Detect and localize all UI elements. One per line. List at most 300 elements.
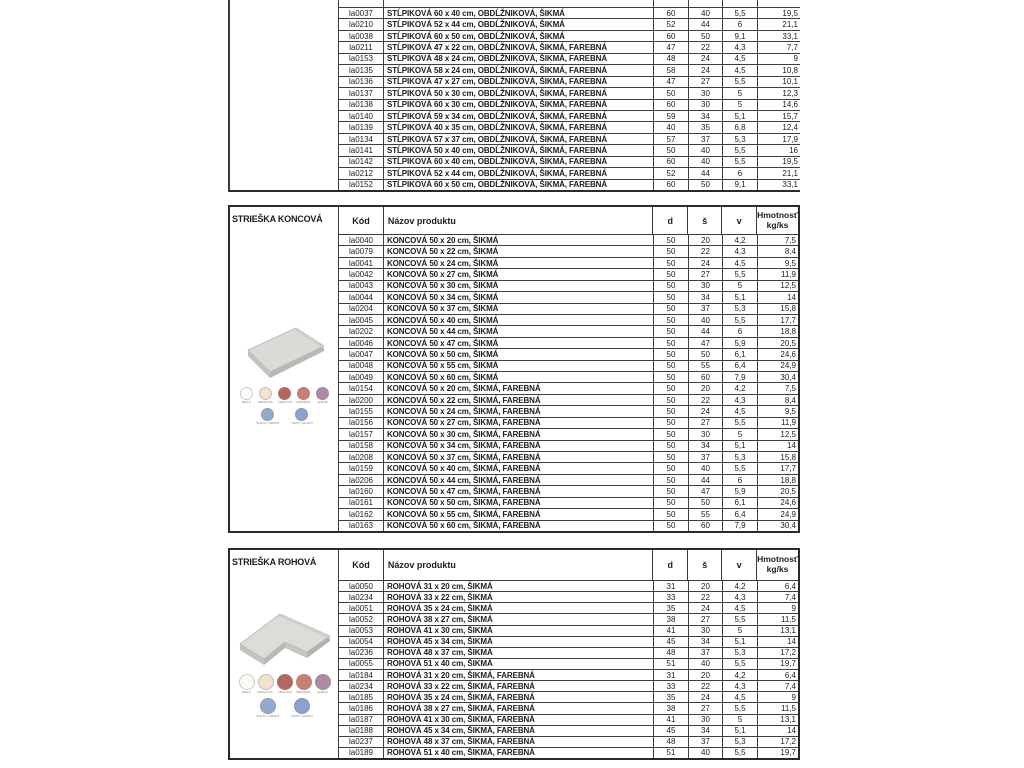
table-row: [339, 304, 798, 315]
dim-d: 50: [654, 486, 689, 496]
dim-v: 5: [723, 626, 758, 636]
product-code: la0163: [339, 521, 384, 531]
cropped-row-remainder: [339, 0, 800, 7]
weight-kg-ks: 9,5: [784, 258, 796, 268]
product-name: STĹPIKOVÁ 52 x 44 cm, OBDĹŽNIKOVÁ, ŠIKMÁ: [384, 19, 654, 29]
dim-s: 30: [689, 100, 723, 110]
dim-v: 4,5: [723, 406, 758, 416]
dim-v: 4,2: [723, 670, 758, 680]
dim-d: 50: [654, 88, 689, 98]
product-code: la0050: [339, 581, 384, 591]
weight-kg-ks: 17,2: [780, 737, 796, 747]
dim-v: 5,3: [723, 648, 758, 658]
dim-d: 31: [654, 670, 689, 680]
dim-d: 60: [654, 8, 689, 18]
dim-d: 38: [654, 703, 689, 713]
swatch-color-dot: [260, 698, 276, 714]
swatch-color-dot: [297, 387, 310, 400]
dim-v: 4,3: [723, 395, 758, 405]
product-code: la0043: [339, 281, 384, 291]
dim-v: 5,1: [723, 441, 758, 451]
dim-s: 40: [689, 659, 723, 669]
dim-v: 6: [723, 168, 758, 178]
product-name: ROHOVÁ 38 x 27 cm, ŠIKMÁ: [384, 614, 654, 624]
table-row: [339, 659, 798, 670]
dim-s: 24: [689, 603, 723, 613]
dim-v: 4,3: [723, 246, 758, 256]
dim-d: 51: [654, 659, 689, 669]
product-name: ROHOVÁ 48 x 37 cm, ŠIKMÁ: [384, 648, 654, 658]
product-code: la0137: [339, 88, 384, 98]
koncova-product-image: [240, 322, 330, 384]
table-row: [339, 692, 798, 703]
product-code: la0055: [339, 659, 384, 669]
dim-d: 50: [654, 383, 689, 393]
product-code: la0155: [339, 406, 384, 416]
swatch-label: ČERVENÁ: [296, 691, 311, 694]
dim-v: 4,3: [723, 592, 758, 602]
product-name: KONCOVÁ 50 x 44 cm, ŠIKMÁ, FAREBNÁ: [384, 475, 654, 485]
color-swatch: [257, 387, 274, 406]
product-code: la0134: [339, 134, 384, 144]
product-code: la0206: [339, 475, 384, 485]
product-name: ROHOVÁ 41 x 30 cm, ŠIKMÁ: [384, 626, 654, 636]
table-row: [339, 281, 798, 292]
weight-kg-ks: 17,9: [782, 134, 798, 144]
header-hmotnost-unit: kg/ks: [766, 564, 789, 574]
table-row: [339, 626, 798, 637]
dim-s: 20: [689, 670, 723, 680]
product-code: la0237: [339, 737, 384, 747]
dim-v: 4,5: [723, 692, 758, 702]
product-code: la0053: [339, 626, 384, 636]
weight-kg-ks: 7,5: [784, 384, 796, 394]
color-swatch: [295, 387, 312, 406]
dim-s: 40: [689, 748, 723, 758]
color-swatch: [238, 387, 255, 406]
dim-s: 30: [689, 715, 723, 725]
product-name: STĹPIKOVÁ 57 x 37 cm, OBDĹŽNIKOVÁ, ŠIKMÁ, FAREBNÁ: [384, 134, 654, 144]
product-code: la0051: [339, 603, 384, 613]
dim-v: 5,5: [723, 145, 758, 155]
product-code: la0162: [339, 509, 384, 519]
weight-kg-ks: 18,8: [780, 475, 796, 485]
category-title: STRIEŠKA KONCOVÁ: [232, 214, 323, 224]
graphite-swatch: [253, 408, 283, 429]
dim-s: 47: [689, 486, 723, 496]
table-row: [339, 429, 798, 440]
weight-kg-ks: 17,7: [780, 315, 796, 325]
dim-s: 27: [689, 418, 723, 428]
swatch-label: SVETLÝ GRAFIT: [255, 715, 280, 718]
weight-kg-ks: 7,4: [784, 592, 796, 602]
product-code: la0157: [339, 429, 384, 439]
dim-s: 55: [689, 361, 723, 371]
product-code: la0138: [339, 100, 384, 110]
table-row: [339, 326, 798, 337]
swatch-label: TMAVÝ GRAFIT: [290, 422, 313, 425]
table-row: [339, 475, 798, 486]
weight-kg-ks: 15,8: [780, 452, 796, 462]
weight-kg-ks: 11,5: [781, 703, 796, 713]
dim-v: 4,3: [723, 681, 758, 691]
product-name: STĹPIKOVÁ 50 x 40 cm, OBDĹŽNIKOVÁ, ŠIKMÁ, FAREBNÁ: [384, 145, 654, 155]
weight-kg-ks: 13,1: [780, 715, 796, 725]
header-s: š: [688, 207, 722, 234]
color-swatch: [314, 387, 331, 406]
dim-v: 5: [723, 100, 758, 110]
table-row: [339, 703, 798, 714]
color-swatch-row: [230, 387, 339, 406]
product-code: la0048: [339, 361, 384, 371]
dim-d: 50: [654, 246, 689, 256]
weight-kg-ks: 8,4: [784, 247, 796, 257]
dim-v: 9,1: [723, 31, 758, 41]
dim-d: 47: [654, 77, 689, 87]
category-cell: [230, 207, 339, 531]
dim-d: 48: [654, 737, 689, 747]
swatch-label: BIELA: [242, 401, 251, 404]
color-swatch: [314, 674, 331, 696]
dim-s: 24: [689, 258, 723, 268]
dim-d: 50: [654, 338, 689, 348]
dim-s: 34: [689, 726, 723, 736]
table-row: [339, 648, 798, 659]
product-name: STĹPIKOVÁ 60 x 50 cm, OBDĹŽNIKOVÁ, ŠIKMÁ: [384, 31, 654, 41]
dim-s: 47: [689, 338, 723, 348]
table-row: [339, 509, 798, 520]
weight-kg-ks: 9: [791, 692, 796, 702]
dim-d: 60: [654, 31, 689, 41]
dim-d: 35: [654, 692, 689, 702]
table-strieska-koncova: [228, 205, 800, 533]
dim-v: 5,5: [723, 418, 758, 428]
weight-kg-ks: 24,6: [780, 498, 796, 508]
swatch-color-dot: [259, 387, 272, 400]
dim-s: 27: [689, 703, 723, 713]
weight-kg-ks: 14,6: [782, 100, 798, 110]
product-name: KONCOVÁ 50 x 34 cm, ŠIKMÁ: [384, 292, 654, 302]
product-name: KONCOVÁ 50 x 47 cm, ŠIKMÁ: [384, 338, 654, 348]
dim-d: 35: [654, 603, 689, 613]
table-rows: [339, 581, 798, 758]
table-row: [339, 614, 798, 625]
header-v: v: [722, 207, 757, 234]
dim-s: 37: [689, 648, 723, 658]
dim-d: 50: [654, 349, 689, 359]
header-hmotnost-word: Hmotnosť: [757, 554, 798, 565]
table-row: [339, 99, 800, 110]
dim-v: 4,2: [723, 235, 758, 245]
table-row: [339, 603, 798, 614]
swatch-label: ČERVENÁ: [296, 401, 311, 404]
product-code: la0234: [339, 592, 384, 602]
dim-v: 5,5: [723, 659, 758, 669]
graphite-swatch-row: [230, 698, 339, 722]
table-row: [339, 486, 798, 497]
product-name: ROHOVÁ 33 x 22 cm, ŠIKMÁ: [384, 592, 654, 602]
table-row: [339, 452, 798, 463]
weight-kg-ks: 9: [791, 603, 796, 613]
dim-v: 5,9: [723, 486, 758, 496]
product-code: la0208: [339, 452, 384, 462]
product-name: KONCOVÁ 50 x 30 cm, ŠIKMÁ, FAREBNÁ: [384, 429, 654, 439]
weight-kg-ks: 14: [787, 726, 796, 736]
header-v: v: [722, 550, 757, 580]
weight-kg-ks: 7,4: [784, 681, 796, 691]
dim-s: 27: [689, 269, 723, 279]
dim-s: 24: [689, 54, 723, 64]
header-nazov: Názov produktu: [384, 207, 653, 234]
table-row: [339, 361, 798, 372]
dim-d: 50: [654, 463, 689, 473]
color-palette: [230, 322, 339, 429]
product-code: la0052: [339, 614, 384, 624]
dim-v: 5,5: [723, 748, 758, 758]
product-code: la0202: [339, 326, 384, 336]
product-name: KONCOVÁ 50 x 24 cm, ŠIKMÁ: [384, 258, 654, 268]
dim-s: 37: [689, 304, 723, 314]
dim-d: 50: [654, 326, 689, 336]
table-row: [339, 7, 800, 18]
color-swatch: [238, 674, 255, 696]
table-row: [339, 383, 798, 394]
dim-d: 45: [654, 726, 689, 736]
product-name: STĹPIKOVÁ 47 x 22 cm, OBDĹŽNIKOVÁ, ŠIKMÁ, FAREBNÁ: [384, 42, 654, 52]
dim-s: 40: [689, 145, 723, 155]
dim-v: 5,5: [723, 614, 758, 624]
dim-v: 5: [723, 715, 758, 725]
dim-d: 52: [654, 168, 689, 178]
weight-kg-ks: 12,3: [782, 88, 798, 98]
product-name: STĹPIKOVÁ 48 x 24 cm, OBDĹŽNIKOVÁ, ŠIKMÁ, FAREBNÁ: [384, 54, 654, 64]
product-name: KONCOVÁ 50 x 40 cm, ŠIKMÁ, FAREBNÁ: [384, 463, 654, 473]
product-name: STĹPIKOVÁ 60 x 50 cm, OBDĹŽNIKOVÁ, ŠIKMÁ, FAREBNÁ: [384, 180, 654, 190]
product-name: KONCOVÁ 50 x 47 cm, ŠIKMÁ, FAREBNÁ: [384, 486, 654, 496]
table-row: [339, 87, 800, 98]
dim-s: 50: [689, 498, 723, 508]
product-name: KONCOVÁ 50 x 40 cm, ŠIKMÁ: [384, 315, 654, 325]
dim-v: 4,2: [723, 383, 758, 393]
dim-d: 50: [654, 258, 689, 268]
product-code: la0054: [339, 637, 384, 647]
dim-d: 50: [654, 475, 689, 485]
product-code: la0046: [339, 338, 384, 348]
product-name: STĹPIKOVÁ 40 x 35 cm, OBDĹŽNIKOVÁ, ŠIKMÁ, FAREBNÁ: [384, 122, 654, 132]
weight-kg-ks: 18,8: [780, 327, 796, 337]
dim-v: 5,1: [723, 292, 758, 302]
dim-d: 48: [654, 648, 689, 658]
dim-d: 40: [654, 122, 689, 132]
header-kod: Kód: [339, 550, 384, 580]
weight-kg-ks: 6,4: [784, 581, 796, 591]
product-code: la0044: [339, 292, 384, 302]
weight-kg-ks: 11,9: [781, 269, 796, 279]
table-row: [339, 18, 800, 29]
dim-s: 27: [689, 614, 723, 624]
product-code: la0038: [339, 31, 384, 41]
dim-d: 50: [654, 521, 689, 531]
product-code: la0161: [339, 498, 384, 508]
product-code: la0047: [339, 349, 384, 359]
product-name: ROHOVÁ 45 x 34 cm, ŠIKMÁ, FAREBNÁ: [384, 726, 654, 736]
dim-s: 50: [689, 31, 723, 41]
dim-s: 44: [689, 19, 723, 29]
dim-s: 37: [689, 737, 723, 747]
weight-kg-ks: 14: [787, 292, 796, 302]
table-row: [339, 581, 798, 592]
table-row: [339, 144, 800, 155]
weight-kg-ks: 21,1: [782, 168, 798, 178]
dim-v: 6: [723, 326, 758, 336]
category-cell-empty: [230, 0, 339, 190]
table-row: [339, 637, 798, 648]
table-row: [339, 463, 798, 474]
dim-d: 50: [654, 361, 689, 371]
dim-d: 47: [654, 42, 689, 52]
table-stlpikova-partial: [228, 0, 800, 192]
swatch-label: TMAVÝ GRAFIT: [290, 715, 313, 718]
swatch-label: TEHLOVÁ: [277, 401, 292, 404]
weight-kg-ks: 19,7: [780, 748, 796, 758]
product-code: la0184: [339, 670, 384, 680]
product-code: la0234: [339, 681, 384, 691]
product-code: la0211: [339, 42, 384, 52]
dim-d: 48: [654, 54, 689, 64]
weight-kg-ks: 20,5: [780, 338, 796, 348]
product-name: STĹPIKOVÁ 60 x 40 cm, OBDĹŽNIKOVÁ, ŠIKMÁ: [384, 8, 654, 18]
product-code: la0159: [339, 463, 384, 473]
dim-v: 5,5: [723, 703, 758, 713]
product-code: la0204: [339, 304, 384, 314]
swatch-color-dot: [278, 387, 291, 400]
dim-v: 5,5: [723, 463, 758, 473]
table-row: [339, 41, 800, 52]
product-name: ROHOVÁ 33 x 22 cm, ŠIKMÁ, FAREBNÁ: [384, 681, 654, 691]
product-name: ROHOVÁ 31 x 20 cm, ŠIKMÁ: [384, 581, 654, 591]
dim-d: 50: [654, 304, 689, 314]
table-row: [339, 156, 800, 167]
product-code: la0186: [339, 703, 384, 713]
product-name: ROHOVÁ 51 x 40 cm, ŠIKMÁ: [384, 659, 654, 669]
product-code: la0042: [339, 269, 384, 279]
product-code: la0210: [339, 19, 384, 29]
weight-kg-ks: 13,1: [780, 626, 796, 636]
swatch-color-dot: [296, 674, 312, 690]
table-row: [339, 726, 798, 737]
weight-kg-ks: 15,7: [782, 111, 798, 121]
table-row: [339, 258, 798, 269]
dim-v: 5,3: [723, 304, 758, 314]
dim-s: 60: [689, 521, 723, 531]
product-code: la0140: [339, 111, 384, 121]
dim-s: 40: [689, 157, 723, 167]
table-row: [339, 338, 798, 349]
product-name: KONCOVÁ 50 x 30 cm, ŠIKMÁ: [384, 281, 654, 291]
graphite-swatch: [287, 408, 317, 429]
header-hmotnost: [757, 550, 798, 580]
dim-v: 5,3: [723, 737, 758, 747]
weight-kg-ks: 30,4: [780, 372, 796, 382]
product-name: STĹPIKOVÁ 60 x 40 cm, OBDĹŽNIKOVÁ, ŠIKMÁ, FAREBNÁ: [384, 157, 654, 167]
product-code: la0079: [339, 246, 384, 256]
product-code: la0040: [339, 235, 384, 245]
product-name: ROHOVÁ 31 x 20 cm, ŠIKMÁ, FAREBNÁ: [384, 670, 654, 680]
product-code: la0136: [339, 77, 384, 87]
weight-kg-ks: 17,7: [780, 464, 796, 474]
dim-d: 50: [654, 441, 689, 451]
table-row: [339, 110, 800, 121]
dim-s: 60: [689, 372, 723, 382]
table-row: [339, 30, 800, 41]
product-name: KONCOVÁ 50 x 55 cm, ŠIKMÁ, FAREBNÁ: [384, 509, 654, 519]
dim-v: 5,5: [723, 315, 758, 325]
dim-d: 45: [654, 637, 689, 647]
dim-d: 50: [654, 406, 689, 416]
dim-d: 50: [654, 235, 689, 245]
weight-kg-ks: 14: [787, 441, 796, 451]
table-row: [339, 737, 798, 748]
header-kod: Kód: [339, 207, 384, 234]
table-row: [339, 441, 798, 452]
table-row: [339, 406, 798, 417]
dim-v: 4,5: [723, 603, 758, 613]
weight-kg-ks: 20,5: [780, 486, 796, 496]
table-row: [339, 133, 800, 144]
dim-d: 33: [654, 681, 689, 691]
dim-s: 24: [689, 65, 723, 75]
header-hmotnost-unit: kg/ks: [766, 219, 789, 230]
product-code: la0212: [339, 168, 384, 178]
dim-d: 33: [654, 592, 689, 602]
product-name: ROHOVÁ 51 x 40 cm, ŠIKMÁ, FAREBNÁ: [384, 748, 654, 758]
dim-v: 4,5: [723, 258, 758, 268]
weight-kg-ks: 6,4: [784, 670, 796, 680]
dim-d: 52: [654, 19, 689, 29]
weight-kg-ks: 12,5: [780, 429, 796, 439]
table-row: [339, 349, 798, 360]
weight-kg-ks: 8,4: [784, 395, 796, 405]
product-name: KONCOVÁ 50 x 50 cm, ŠIKMÁ, FAREBNÁ: [384, 498, 654, 508]
header-nazov: Názov produktu: [384, 550, 653, 580]
dim-v: 5,5: [723, 8, 758, 18]
product-code: la0156: [339, 418, 384, 428]
dim-s: 40: [689, 315, 723, 325]
dim-s: 50: [689, 349, 723, 359]
swatch-color-dot: [315, 674, 331, 690]
dim-d: 57: [654, 134, 689, 144]
product-code: la0045: [339, 315, 384, 325]
color-swatch-row: [230, 674, 339, 696]
dim-s: 35: [689, 122, 723, 132]
dim-s: 44: [689, 168, 723, 178]
dim-v: 5,1: [723, 111, 758, 121]
product-name: KONCOVÁ 50 x 60 cm, ŠIKMÁ: [384, 372, 654, 382]
table-row: [339, 269, 798, 280]
product-name: KONCOVÁ 50 x 27 cm, ŠIKMÁ: [384, 269, 654, 279]
weight-kg-ks: 9: [793, 54, 798, 64]
dim-v: 7,9: [723, 521, 758, 531]
dim-v: 4,5: [723, 65, 758, 75]
dim-s: 40: [689, 463, 723, 473]
table-row: [339, 521, 798, 531]
weight-kg-ks: 14: [787, 637, 796, 647]
product-name: KONCOVÁ 50 x 37 cm, ŠIKMÁ, FAREBNÁ: [384, 452, 654, 462]
dim-d: 31: [654, 581, 689, 591]
swatch-label: HNEDÁ: [317, 691, 328, 694]
dim-v: 5,1: [723, 726, 758, 736]
weight-kg-ks: 30,4: [780, 521, 796, 531]
